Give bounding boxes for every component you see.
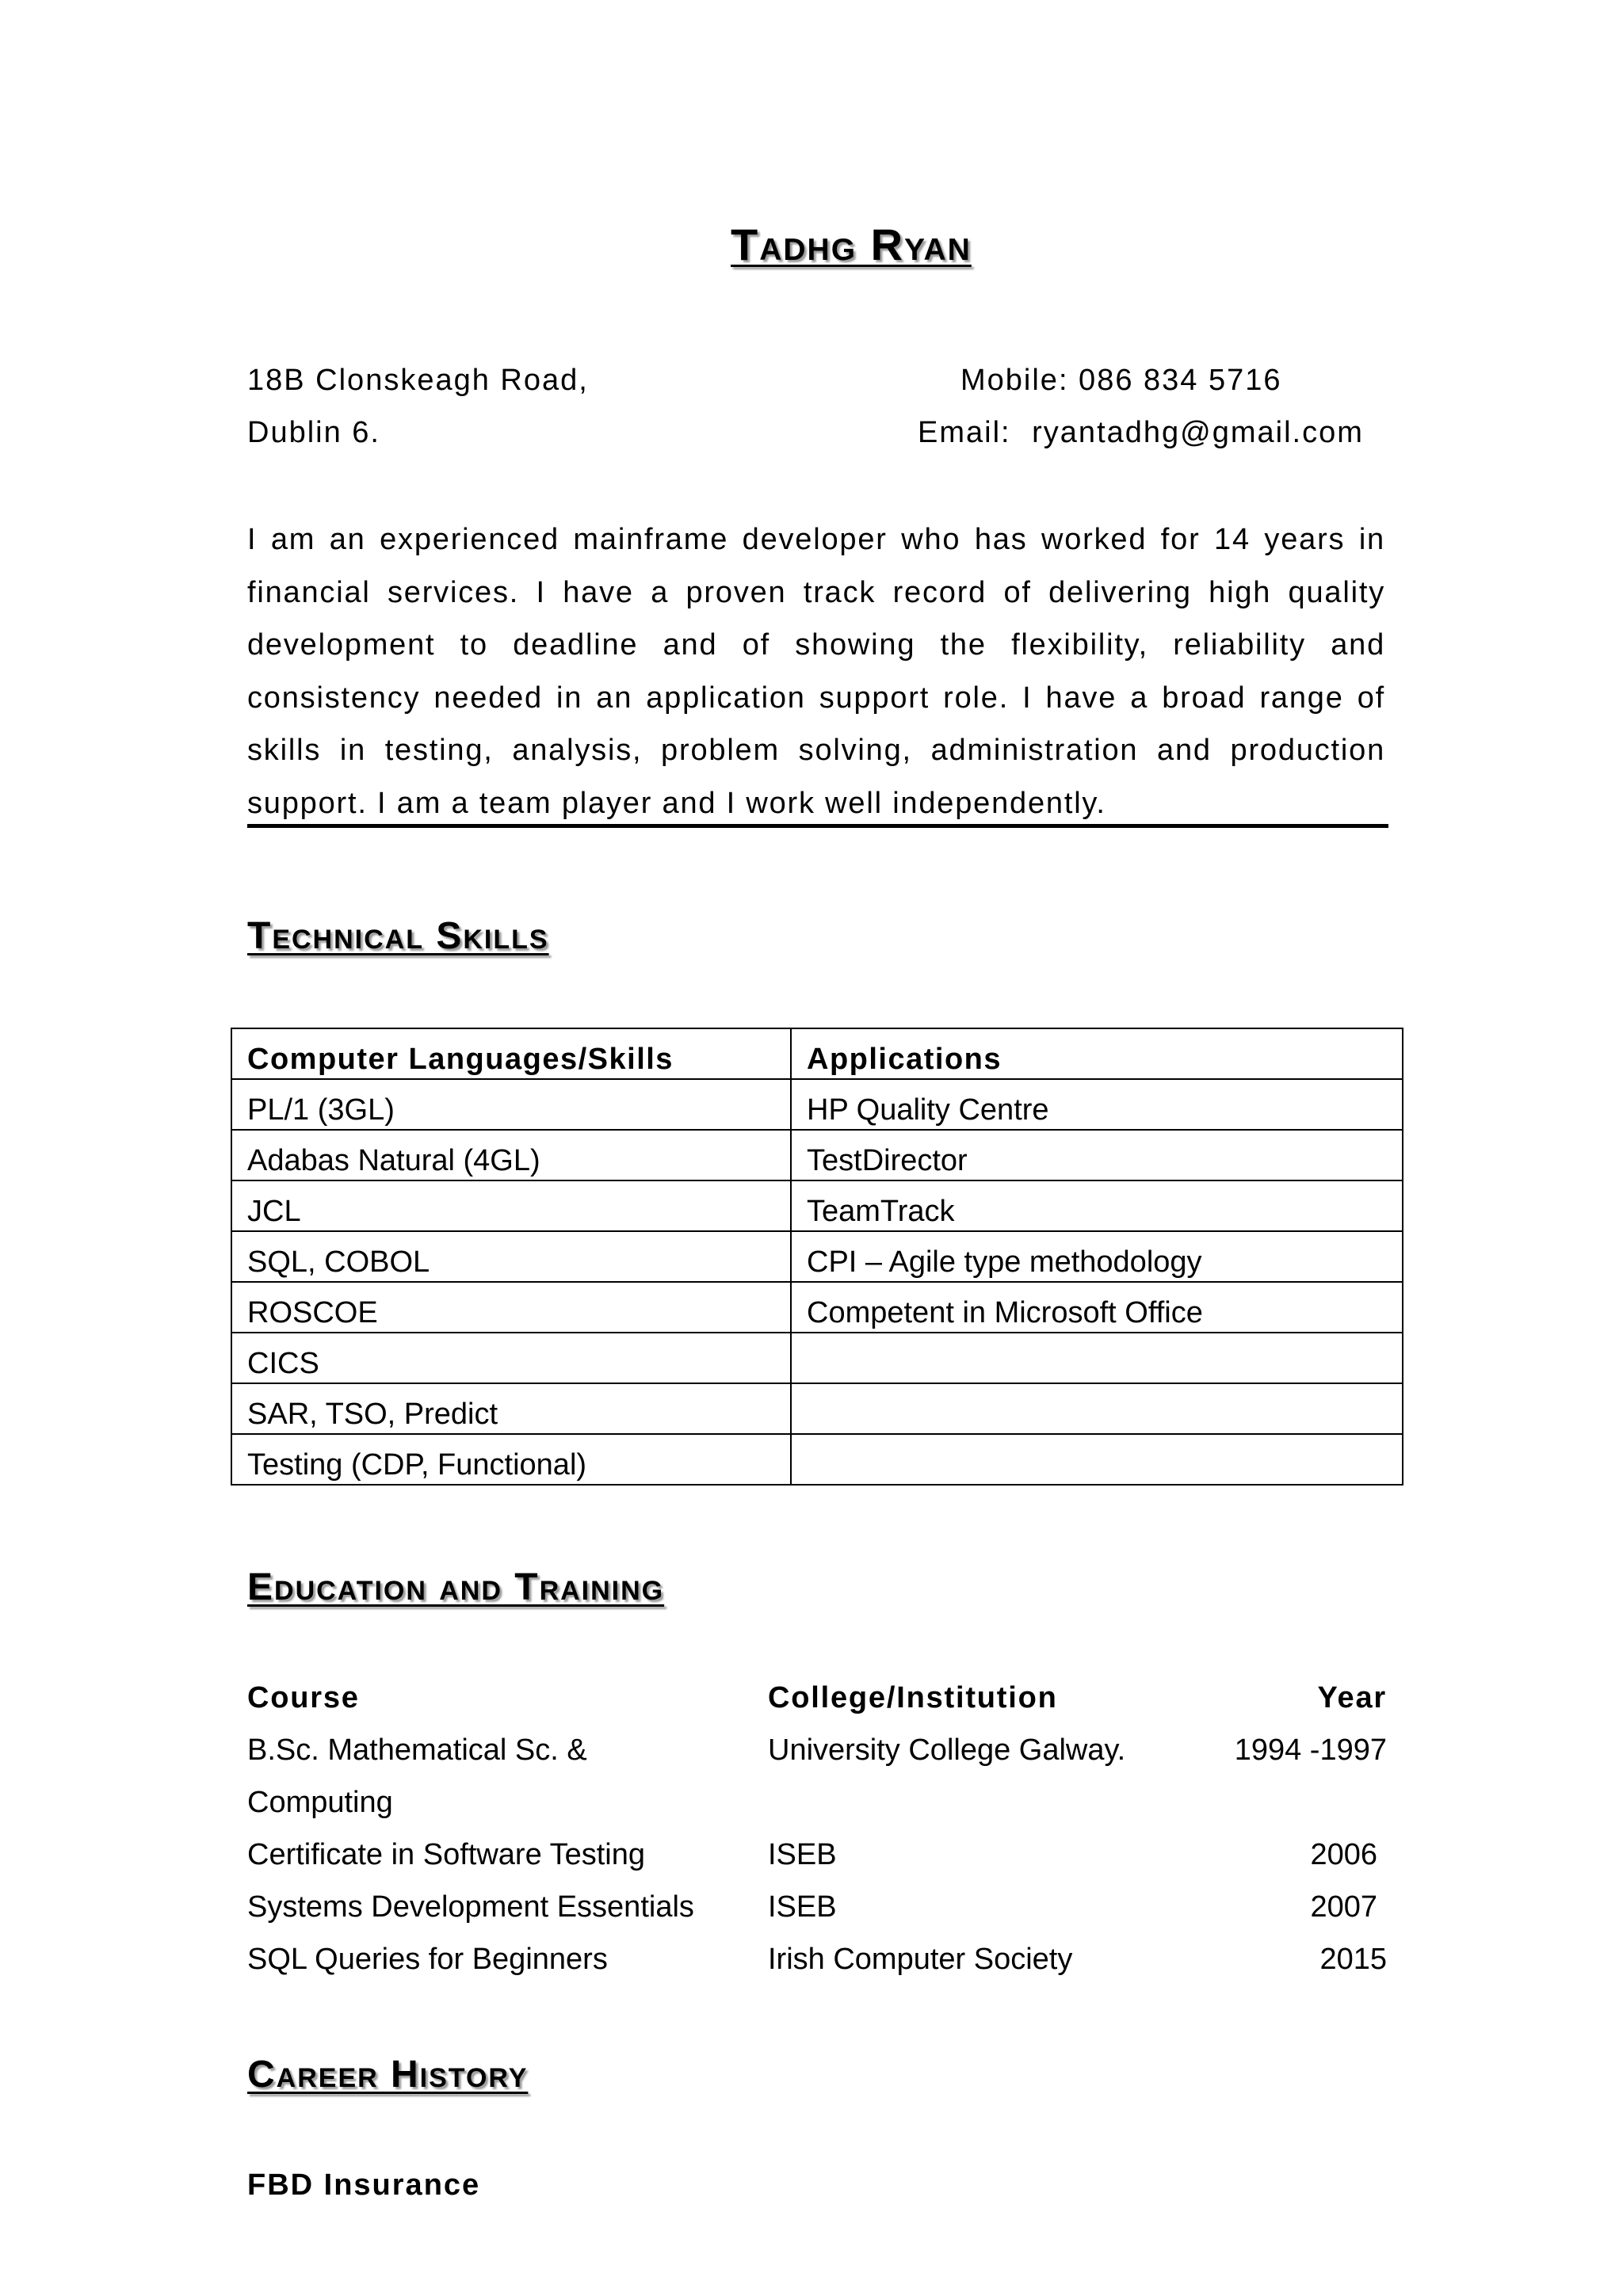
skill-cell: PL/1 (3GL) — [231, 1079, 791, 1130]
education-year: 2007 — [1310, 1890, 1377, 1924]
education-course-continued: Computing — [247, 1786, 393, 1819]
application-cell — [791, 1383, 1403, 1434]
email-address[interactable]: ryantadhg@gmail.com — [1032, 416, 1364, 449]
table-row — [231, 1333, 1403, 1383]
education-institution: University College Galway. — [768, 1733, 1126, 1767]
email-label: Email: — [918, 416, 1011, 449]
profile-summary: I am an experienced mainframe developer who has worked for 14 years in financial services. I have a proven track record of delivering high quality development to deadline and of showing the flexibility, reliability and consistency needed in an application support role. I have a broad range of skills in testing, analysis, problem solving, administration and production support. I am a team player and I work well independently. — [247, 523, 1385, 820]
employer-name: FBD Insurance — [247, 2168, 481, 2202]
education-institution: ISEB — [768, 1890, 837, 1924]
summary-divider — [247, 824, 1388, 828]
education-course: SQL Queries for Beginners — [247, 1943, 608, 1976]
education-year: 1994 -1997 — [1234, 1733, 1387, 1767]
application-cell: TestDirector — [791, 1130, 1403, 1180]
application-cell: HP Quality Centre — [791, 1079, 1403, 1130]
table-row — [231, 1130, 1403, 1180]
education-institution: ISEB — [768, 1838, 837, 1871]
table-header-row — [231, 1028, 1403, 1079]
technical-skills-heading: Technical Skills — [247, 915, 549, 957]
education-course: Systems Development Essentials — [247, 1890, 694, 1924]
education-column-institution: College/Institution — [768, 1681, 1058, 1714]
skill-cell: SQL, COBOL — [231, 1231, 791, 1282]
column-header-languages: Computer Languages/Skills — [231, 1028, 791, 1079]
application-cell — [791, 1333, 1403, 1383]
application-cell: TeamTrack — [791, 1180, 1403, 1231]
technical-skills-table — [231, 1028, 1403, 1486]
column-header-applications: Applications — [791, 1028, 1403, 1079]
email-row — [918, 416, 1364, 450]
career-history-heading: Career History — [247, 2054, 529, 2096]
education-column-course: Course — [247, 1681, 360, 1714]
table-row — [231, 1383, 1403, 1434]
education-year: 2015 — [1319, 1943, 1387, 1976]
application-cell — [791, 1434, 1403, 1485]
table-row — [231, 1180, 1403, 1231]
table-row — [231, 1231, 1403, 1282]
education-course: B.Sc. Mathematical Sc. & — [247, 1733, 587, 1767]
table-row — [231, 1079, 1403, 1130]
application-cell: CPI – Agile type methodology — [791, 1231, 1403, 1282]
skill-cell: JCL — [231, 1180, 791, 1231]
skill-cell: CICS — [231, 1333, 791, 1383]
education-course: Certificate in Software Testing — [247, 1838, 645, 1871]
application-cell: Competent in Microsoft Office — [791, 1282, 1403, 1333]
table-row — [231, 1282, 1403, 1333]
skill-cell: SAR, TSO, Predict — [231, 1383, 791, 1434]
skill-cell: ROSCOE — [231, 1282, 791, 1333]
table-row — [231, 1434, 1403, 1485]
address-line-1: 18B Clonskeagh Road, — [247, 364, 589, 397]
education-column-year: Year — [1317, 1681, 1387, 1714]
education-heading: Education and Training — [247, 1566, 665, 1608]
education-institution: Irish Computer Society — [768, 1943, 1073, 1976]
skill-cell: Testing (CDP, Functional) — [231, 1434, 791, 1485]
address-line-2: Dublin 6. — [247, 416, 380, 449]
skill-cell: Adabas Natural (4GL) — [231, 1130, 791, 1180]
page-title: Tadhg Ryan — [731, 219, 972, 269]
mobile-number: Mobile: 086 834 5716 — [960, 364, 1282, 397]
education-year: 2006 — [1310, 1838, 1377, 1871]
